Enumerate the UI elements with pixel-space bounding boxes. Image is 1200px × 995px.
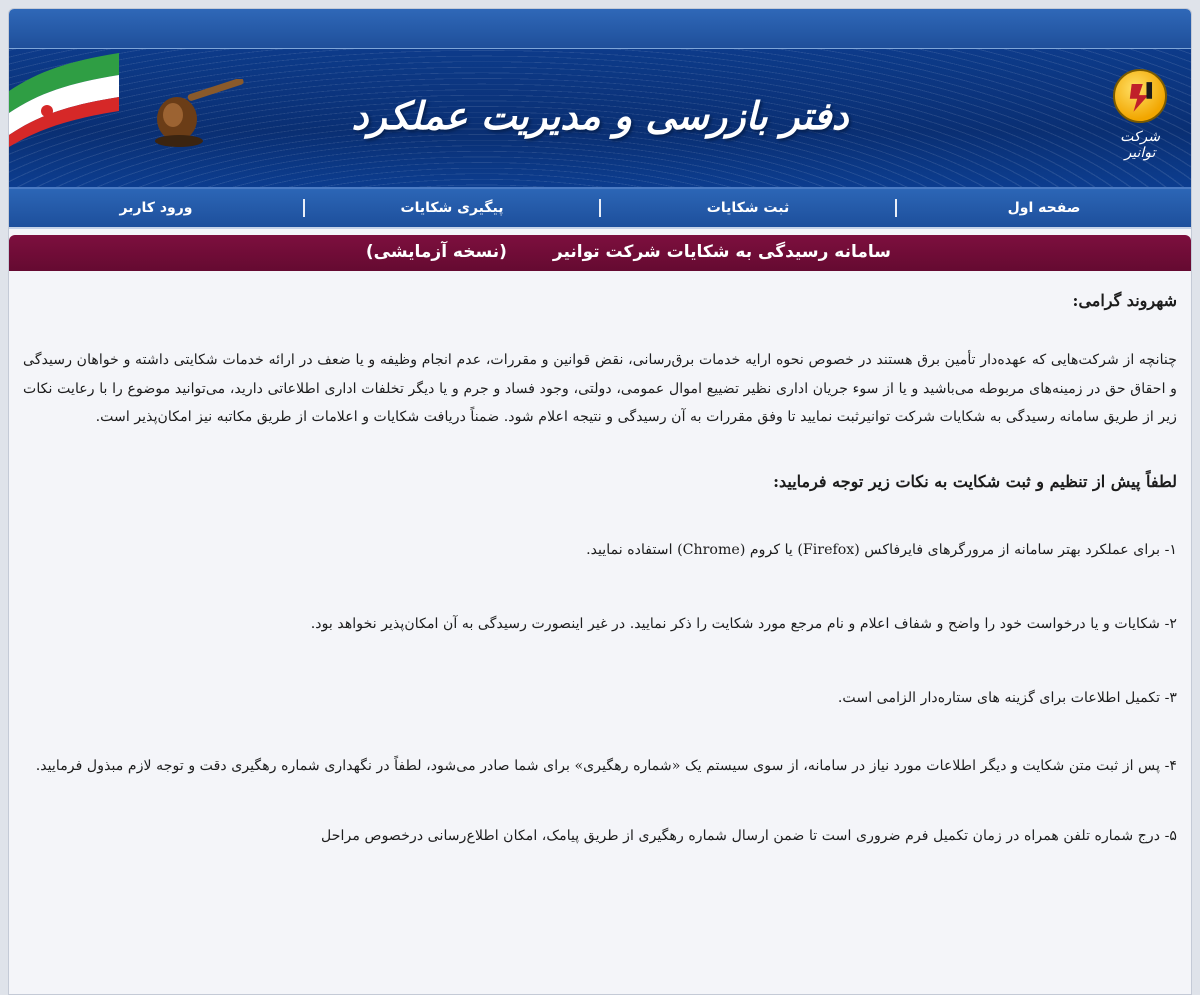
main-content: [9, 271, 1191, 851]
nav-track-complaint[interactable]: پیگیری شکایات: [400, 200, 504, 216]
intro-paragraph: چنانچه از شرکت‌هایی که عهده‌دار تأمین برق هستند در خصوص نحوه ارایه خدمات برق‌رسانی، نقض قوانین و مقررات، عدم انجام وظیفه و یا ضعف در ارائه خدمات شکایتی داشته و خواهان رسیدگی و احقاق حق در زمینه‌های مربوطه می‌باشید و یا از سوء جریان اداری نظیر تضییع اموال عمومی، دولتی، وجود فساد و جرم و یا دیگر تخلفات اداری اطلاعاتی دارید، می‌توانید موضوع را با رعایت نکات زیر از طریق سامانه رسیدگی به شکایات شرکت توانیرثبت نمایید تا وفق مقررات به آن رسیدگی و نتیجه اعلام شود. ضمناً دریافت شکایات و اعلامات از طریق مکاتبه نیز امکان‌پذیر است.: [23, 352, 1177, 425]
instructions-heading: لطفاً پیش از تنظیم و ثبت شکایت به نکات زیر توجه فرمایید:: [773, 471, 1177, 491]
banner-title: دفتر بازرسی و مدیریت عملکرد: [351, 93, 849, 138]
section-title: سامانه رسیدگی به شکایات شرکت توانیر: [552, 242, 891, 262]
nav-register-complaint[interactable]: ثبت شکایات: [706, 200, 790, 216]
greeting: شهروند گرامی:: [1072, 291, 1177, 310]
instruction-item: ۳- تکمیل اطلاعات برای گزینه های ستاره‌دار الزامی است.: [837, 689, 1177, 706]
instruction-item: ۲- شکایات و یا درخواست خود را واضح و شفاف اعلام و نام مرجع مورد شکایت را ذکر نمایید. در غیر اینصورت رسیدگی به آن امکان‌پذیر نخواهد بود.: [310, 615, 1177, 632]
nav-login[interactable]: ورود کاربر: [119, 200, 193, 216]
tavanir-logo: [1105, 69, 1175, 161]
lightning-logo-icon: [1113, 69, 1167, 123]
logo-text: شرکت توانیر: [1120, 129, 1160, 161]
top-strip: [9, 9, 1191, 49]
page-frame: [8, 8, 1192, 995]
section-title-bar: [9, 235, 1191, 271]
instruction-item: ۵- درج شماره تلفن همراه در زمان تکمیل فرم ضروری است تا ضمن ارسال شماره رهگیری از طریق پیامک، امکان اطلاع‌رسانی درخصوص مراحل: [321, 827, 1177, 844]
nav-home[interactable]: صفحه اول: [1007, 200, 1081, 216]
instruction-item: ۱- برای عملکرد بهتر سامانه از مرورگرهای فایرفاکس (Firefox) یا کروم (Chrome) استفاده نمایید.: [586, 541, 1177, 558]
instruction-item: ۴- پس از ثبت متن شکایت و دیگر اطلاعات مورد نیاز در سامانه، از سوی سیستم یک «شماره رهگیری» برای شما صادر می‌شود، لطفاً در نگهداری شماره رهگیری دقت و توجه لازم مبذول فرمایید.: [35, 757, 1177, 774]
header-banner: [9, 49, 1191, 189]
main-nav: [9, 189, 1191, 229]
section-subtitle: (نسخه آزمایشی): [365, 242, 507, 262]
